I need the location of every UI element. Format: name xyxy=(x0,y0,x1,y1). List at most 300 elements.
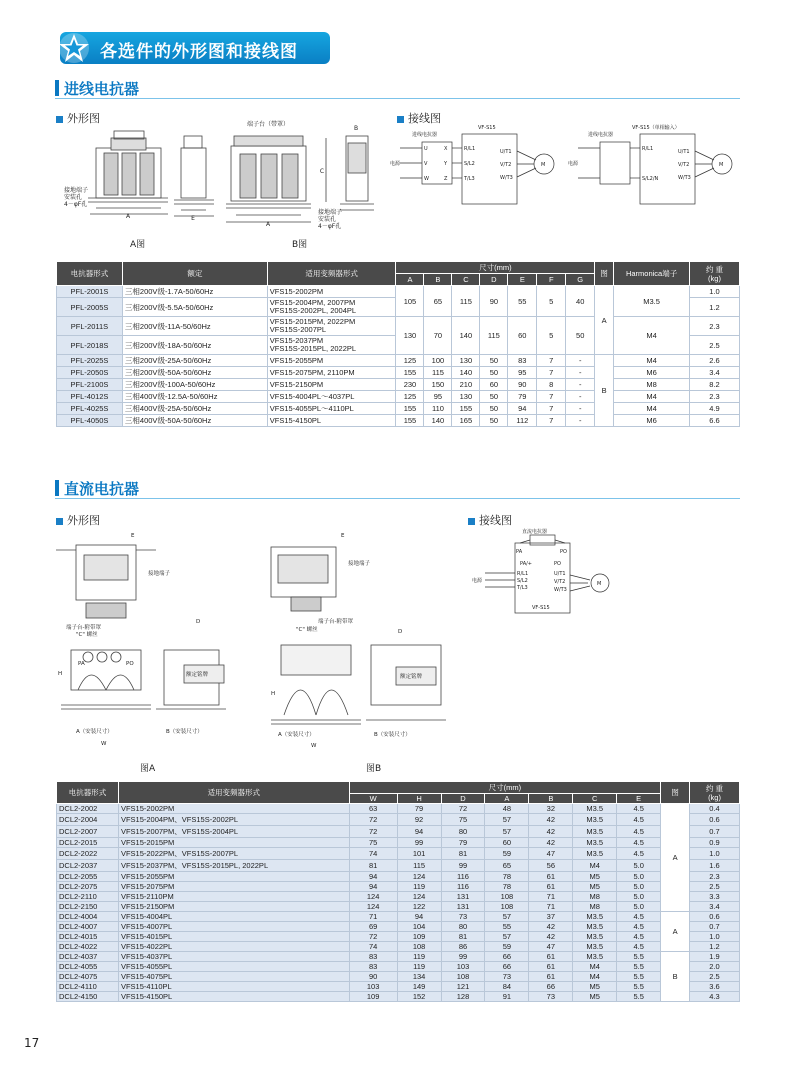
dim-cell: 71 xyxy=(349,912,397,922)
dim-cell: 5.0 xyxy=(617,860,661,872)
inverter-cell: VFS15-2015PM, 2022PM VFS15S-2007PL xyxy=(267,317,396,336)
dim-label: B xyxy=(353,125,359,132)
dim-cell: 71 xyxy=(529,892,573,902)
page-number: 17 xyxy=(24,1036,40,1050)
dim-cell: 72 xyxy=(349,826,397,838)
dim-cell: 66 xyxy=(485,952,529,962)
motor-label: M xyxy=(597,581,602,587)
model-cell: DCL2-2022 xyxy=(57,848,119,860)
dim-cell: 59 xyxy=(485,942,529,952)
inverter-cell: VFS15-2007PM、VFS15S-2004PL xyxy=(118,826,349,838)
ac-reactor-wiring-diagram xyxy=(390,118,740,218)
dim-cell: - xyxy=(566,379,595,391)
dim-cell: 83 xyxy=(349,952,397,962)
dim-cell: M3.5 xyxy=(573,826,617,838)
dim-cell: 124 xyxy=(397,892,441,902)
col-header: 图 xyxy=(595,262,614,286)
dim-cell: 65 xyxy=(424,286,452,317)
dim-label: A xyxy=(265,221,271,228)
terminal-u1: U/T1 xyxy=(500,149,512,155)
terminal-v2: V/T2 xyxy=(500,162,512,168)
dim-cell: 108 xyxy=(441,972,485,982)
inverter-cell: VFS15-2022PM、VFS15S-2007PL xyxy=(118,848,349,860)
dim-cell: M5 xyxy=(573,982,617,992)
dim-header: E xyxy=(508,274,537,286)
dim-cell: 5 xyxy=(537,286,566,317)
dim-cell: 101 xyxy=(397,848,441,860)
dim-cell: 99 xyxy=(441,860,485,872)
weight-cell: 2.5 xyxy=(690,882,740,892)
table-row xyxy=(57,403,740,415)
table-row xyxy=(57,882,740,892)
model-cell: DCL2-2002 xyxy=(57,804,119,814)
dim-cell: 47 xyxy=(529,942,573,952)
dim-cell: 57 xyxy=(485,826,529,838)
dim-cell: 66 xyxy=(529,982,573,992)
model-cell: DCL2-2004 xyxy=(57,814,119,826)
terminal-w3: W/T3 xyxy=(678,175,691,181)
col-header: 尺寸(mm) xyxy=(349,782,660,794)
weight-cell: 1.6 xyxy=(690,860,740,872)
terminal-t: T/L3 xyxy=(517,585,528,591)
dim-cell: 124 xyxy=(397,872,441,882)
dim-cell: 94 xyxy=(349,882,397,892)
terminal-cell: M8 xyxy=(614,379,690,391)
table-row xyxy=(57,826,740,838)
rating-cell: 三相200V级-1.7A-50/60Hz xyxy=(122,286,267,298)
dim-cell: 5.5 xyxy=(617,982,661,992)
dim-header: C xyxy=(452,274,480,286)
dim-cell: 42 xyxy=(529,838,573,848)
motor-label: M xyxy=(541,162,546,168)
table-row xyxy=(57,391,740,403)
dim-cell: 70 xyxy=(424,317,452,355)
terminal-pa: PA xyxy=(516,549,523,555)
dim-cell: 210 xyxy=(452,379,480,391)
power-label: 电源 xyxy=(390,161,401,167)
dim-label: E xyxy=(191,215,195,222)
dim-cell: 110 xyxy=(424,403,452,415)
model-cell: DCL2-4055 xyxy=(57,962,119,972)
dim-cell: 119 xyxy=(397,962,441,972)
dim-cell: 140 xyxy=(424,415,452,427)
weight-cell: 4.3 xyxy=(690,992,740,1002)
dim-d: D xyxy=(196,619,201,625)
inverter-cell: VFS15-4110PL xyxy=(118,982,349,992)
dim-cell: 150 xyxy=(424,379,452,391)
mount-hole-label: 安装孔 xyxy=(64,194,83,201)
section-title-ac-reactor: 进线电抗器 xyxy=(64,80,140,98)
dim-cell: - xyxy=(566,391,595,403)
terminal-r: R/L1 xyxy=(642,146,654,152)
weight-cell: 0.6 xyxy=(690,912,740,922)
rating-cell: 三相200V级-11A-50/60Hz xyxy=(122,317,267,336)
weight-cell: 3.3 xyxy=(690,892,740,902)
inverter-cell: VFS15-4004PL xyxy=(118,912,349,922)
dim-cell: 116 xyxy=(441,872,485,882)
figure-caption-a: A图 xyxy=(130,240,146,250)
figure-caption-b: 图B xyxy=(366,764,382,774)
mount-a-label: A（安装尺寸） xyxy=(278,732,315,738)
dim-cell: 47 xyxy=(529,848,573,860)
dim-cell: 130 xyxy=(452,391,480,403)
c-screw-label: "C" 螺丝 xyxy=(76,632,98,638)
weight-cell: 3.4 xyxy=(690,902,740,912)
dim-cell: 94 xyxy=(397,912,441,922)
terminal-v2: V/T2 xyxy=(678,162,690,168)
dim-cell: 130 xyxy=(452,355,480,367)
weight-cell: 2.5 xyxy=(690,336,740,355)
terminal-s: S/L2 xyxy=(464,161,475,167)
dim-header: D xyxy=(480,274,508,286)
dim-cell: M3.5 xyxy=(573,814,617,826)
weight-cell: 2.5 xyxy=(690,972,740,982)
dim-cell: 7 xyxy=(537,415,566,427)
dim-header: A xyxy=(396,274,424,286)
dim-header: G xyxy=(566,274,595,286)
dim-header: H xyxy=(397,794,441,804)
dc-reactor-table xyxy=(56,781,740,1002)
table-row xyxy=(57,860,740,872)
inverter-cell: VFS15-2055PM xyxy=(118,872,349,882)
inverter-cell: VFS15-2002PM xyxy=(267,286,396,298)
figure-caption-a: 图A xyxy=(140,764,156,774)
model-cell: DCL2-2110 xyxy=(57,892,119,902)
terminal-u1: U/T1 xyxy=(678,149,690,155)
dim-cell: 84 xyxy=(485,982,529,992)
model-cell: DCL2-4037 xyxy=(57,952,119,962)
dim-cell: M4 xyxy=(573,972,617,982)
dim-cell: 57 xyxy=(485,932,529,942)
dim-cell: 5 xyxy=(537,317,566,355)
dim-cell: 155 xyxy=(396,367,424,379)
dim-cell: 115 xyxy=(397,860,441,872)
dim-label: A xyxy=(125,213,131,220)
dim-cell: 61 xyxy=(529,952,573,962)
dim-cell: 81 xyxy=(441,848,485,860)
weight-cell: 2.6 xyxy=(690,355,740,367)
dim-cell: 78 xyxy=(485,872,529,882)
dim-cell: M3.5 xyxy=(573,804,617,814)
weight-cell: 4.9 xyxy=(690,403,740,415)
col-header: 适用变频器形式 xyxy=(267,262,396,286)
rating-cell: 三相200V级-25A-50/60Hz xyxy=(122,355,267,367)
dim-cell: 125 xyxy=(396,391,424,403)
dim-cell: 155 xyxy=(396,415,424,427)
dim-cell: 115 xyxy=(452,286,480,317)
outline-label: 外形图 xyxy=(56,110,100,126)
square-bullet-icon xyxy=(468,518,475,525)
table-row xyxy=(57,922,740,932)
dim-cell: 79 xyxy=(397,804,441,814)
ground-terminal-label: 接地端子 xyxy=(148,571,171,577)
model-cell: DCL2-4022 xyxy=(57,942,119,952)
terminal-po: PO xyxy=(554,561,561,567)
model-cell: PFL-2050S xyxy=(57,367,123,379)
terminal-r: R/L1 xyxy=(464,146,476,152)
dim-cell: 37 xyxy=(529,912,573,922)
terminal-u: U xyxy=(424,146,428,152)
dim-cell: M3.5 xyxy=(573,848,617,860)
dim-cell: 72 xyxy=(349,932,397,942)
dim-cell: 165 xyxy=(452,415,480,427)
dim-header: B xyxy=(529,794,573,804)
figure-cell: A xyxy=(595,286,614,355)
dim-cell: 74 xyxy=(349,848,397,860)
terminal-cover-label: 端子台-附带罩 xyxy=(66,625,101,631)
dim-d: D xyxy=(398,629,403,635)
ac-reactor-table xyxy=(56,261,740,427)
weight-cell: 0.7 xyxy=(690,922,740,932)
dim-cell: 60 xyxy=(508,317,537,355)
dim-cell: 7 xyxy=(537,403,566,415)
dim-cell: 4.5 xyxy=(617,838,661,848)
inverter-cell: VFS15-2055PM xyxy=(267,355,396,367)
dim-cell: 4.5 xyxy=(617,804,661,814)
dim-cell: 140 xyxy=(452,367,480,379)
model-cell: PFL-2011S xyxy=(57,317,123,336)
dim-cell: 73 xyxy=(441,912,485,922)
inverter-cell: VFS15-4075PL xyxy=(118,972,349,982)
inverter-cell: VFS15-4037PL xyxy=(118,952,349,962)
rating-plate-label: 额定铭牌 xyxy=(186,672,209,678)
mount-b-label: B（安装尺寸） xyxy=(374,732,411,738)
dim-cell: 109 xyxy=(397,932,441,942)
dim-cell: 122 xyxy=(397,902,441,912)
dim-cell: 121 xyxy=(441,982,485,992)
dim-cell: - xyxy=(566,403,595,415)
terminal-cell: M4 xyxy=(614,403,690,415)
terminal-w3: W/T3 xyxy=(554,587,567,593)
dim-cell: 79 xyxy=(508,391,537,403)
terminal-cell: M4 xyxy=(614,355,690,367)
dim-cell: 73 xyxy=(485,972,529,982)
col-header: 图 xyxy=(661,782,690,804)
dim-cell: 50 xyxy=(480,367,508,379)
dim-cell: 5.0 xyxy=(617,892,661,902)
ground-terminal-label: 接地端子 xyxy=(318,209,343,216)
inverter-label: VF-S15 xyxy=(532,605,550,611)
c-screw-label: "C" 螺丝 xyxy=(296,627,318,633)
dim-cell: 32 xyxy=(529,804,573,814)
dim-cell: M3.5 xyxy=(573,932,617,942)
dim-h: H xyxy=(58,671,63,677)
inverter-single-label: VF-S15（单相输入） xyxy=(632,125,680,131)
dim-cell: 7 xyxy=(537,391,566,403)
table-row xyxy=(57,872,740,882)
dim-cell: 5.5 xyxy=(617,992,661,1002)
inverter-cell: VFS15-4055PL～4110PL xyxy=(267,403,396,415)
dim-cell: 5.0 xyxy=(617,882,661,892)
terminal-cell: M6 xyxy=(614,367,690,379)
dim-cell: 74 xyxy=(349,942,397,952)
dim-cell: 90 xyxy=(349,972,397,982)
weight-cell: 2.3 xyxy=(690,317,740,336)
dim-cell: M8 xyxy=(573,892,617,902)
dim-cell: M3.5 xyxy=(573,942,617,952)
rating-cell: 三相200V级-50A-50/60Hz xyxy=(122,367,267,379)
table-row xyxy=(57,379,740,391)
dim-cell: 130 xyxy=(396,317,424,355)
dim-header: E xyxy=(617,794,661,804)
dim-cell: 108 xyxy=(485,902,529,912)
figure-cell: A xyxy=(661,912,690,952)
mount-a-label: A（安装尺寸） xyxy=(76,729,113,735)
table-row xyxy=(57,892,740,902)
table-row xyxy=(57,962,740,972)
dc-reactor-wiring-diagram xyxy=(470,525,640,625)
dim-cell: 5.5 xyxy=(617,972,661,982)
terminal-pa: PA xyxy=(78,661,85,667)
section-rule xyxy=(55,498,740,499)
col-header: 约 重 (kg) xyxy=(690,782,740,804)
dim-cell: 50 xyxy=(480,415,508,427)
dim-cell: 71 xyxy=(529,902,573,912)
rating-cell: 三相400V级-12.5A-50/60Hz xyxy=(122,391,267,403)
weight-cell: 2.3 xyxy=(690,391,740,403)
dim-cell: 119 xyxy=(397,882,441,892)
terminal-u1: U/T1 xyxy=(554,571,566,577)
dim-cell: 99 xyxy=(397,838,441,848)
model-cell: DCL2-4007 xyxy=(57,922,119,932)
terminal-x: X xyxy=(444,146,448,152)
dim-cell: M3.5 xyxy=(573,922,617,932)
dim-cell: 94 xyxy=(349,872,397,882)
dim-cell: 131 xyxy=(441,902,485,912)
inverter-label: VF-S15 xyxy=(478,125,496,131)
rating-plate-label: 额定铭牌 xyxy=(400,674,423,680)
dim-h: H xyxy=(271,691,276,697)
dim-cell: 7 xyxy=(537,355,566,367)
dim-cell: 5.5 xyxy=(617,952,661,962)
model-cell: PFL-2100S xyxy=(57,379,123,391)
inverter-cell: VFS15-2015PM xyxy=(118,838,349,848)
motor-label: M xyxy=(719,162,724,168)
power-label: 电源 xyxy=(472,578,483,584)
table-row xyxy=(57,952,740,962)
table-row xyxy=(57,912,740,922)
inverter-cell: VFS15-2150PM xyxy=(118,902,349,912)
dim-cell: 95 xyxy=(508,367,537,379)
dim-cell: 60 xyxy=(485,838,529,848)
dim-cell: 105 xyxy=(396,286,424,317)
dim-header: D xyxy=(441,794,485,804)
dim-cell: 61 xyxy=(529,882,573,892)
table-row xyxy=(57,942,740,952)
terminal-sn: S/L2/N xyxy=(642,176,659,182)
model-cell: DCL2-4015 xyxy=(57,932,119,942)
inverter-cell: VFS15-4055PL xyxy=(118,962,349,972)
dim-cell: 42 xyxy=(529,932,573,942)
col-header: 适用变频器形式 xyxy=(118,782,349,804)
dim-cell: M4 xyxy=(573,962,617,972)
dim-cell: 4.5 xyxy=(617,932,661,942)
weight-cell: 1.0 xyxy=(690,932,740,942)
dim-cell: 152 xyxy=(397,992,441,1002)
dim-cell: 80 xyxy=(441,826,485,838)
dim-cell: 103 xyxy=(441,962,485,972)
weight-cell: 2.0 xyxy=(690,962,740,972)
rating-cell: 三相200V级-5.5A-50/60Hz xyxy=(122,298,267,317)
figure-cell: A xyxy=(661,804,690,912)
model-cell: DCL2-2007 xyxy=(57,826,119,838)
dim-cell: 55 xyxy=(485,922,529,932)
dim-cell: 42 xyxy=(529,814,573,826)
section-rule xyxy=(55,98,740,99)
dim-cell: - xyxy=(566,355,595,367)
dim-cell: 99 xyxy=(441,952,485,962)
col-header: 额定 xyxy=(122,262,267,286)
dim-cell: 155 xyxy=(452,403,480,415)
table-row xyxy=(57,367,740,379)
rating-cell: 三相200V级-100A-50/60Hz xyxy=(122,379,267,391)
dim-header: F xyxy=(537,274,566,286)
section-title-dc-reactor: 直流电抗器 xyxy=(64,480,140,498)
wiring-label: 接线图 xyxy=(397,110,441,126)
inverter-cell: VFS15-2037PM VFS15S-2015PL, 2022PL xyxy=(267,336,396,355)
inverter-cell: VFS15-4150PL xyxy=(267,415,396,427)
dim-cell: 131 xyxy=(441,892,485,902)
dim-cell: 65 xyxy=(485,860,529,872)
model-cell: DCL2-4150 xyxy=(57,992,119,1002)
terminal-v2: V/T2 xyxy=(554,579,566,585)
dim-cell: 50 xyxy=(480,403,508,415)
weight-cell: 1.2 xyxy=(690,298,740,317)
dim-cell: 72 xyxy=(441,804,485,814)
dim-cell: 140 xyxy=(452,317,480,355)
outline-label: 外形图 xyxy=(56,512,100,528)
inverter-cell: VFS15-2037PM、VFS15S-2015PL, 2022PL xyxy=(118,860,349,872)
dim-cell: 40 xyxy=(566,286,595,317)
table-row xyxy=(57,838,740,848)
dim-cell: 75 xyxy=(441,814,485,826)
dim-cell: 63 xyxy=(349,804,397,814)
dim-cell: 108 xyxy=(397,942,441,952)
dim-cell: 149 xyxy=(397,982,441,992)
dim-cell: 94 xyxy=(508,403,537,415)
model-cell: PFL-2001S xyxy=(57,286,123,298)
dim-header: W xyxy=(349,794,397,804)
inverter-cell: VFS15-4004PL～4037PL xyxy=(267,391,396,403)
dim-cell: - xyxy=(566,367,595,379)
dc-reactor-outline-drawing xyxy=(56,525,456,750)
dim-cell: 103 xyxy=(349,982,397,992)
table-row xyxy=(57,992,740,1002)
dim-cell: 94 xyxy=(397,826,441,838)
square-bullet-icon xyxy=(56,518,63,525)
weight-cell: 0.7 xyxy=(690,826,740,838)
figure-cell: B xyxy=(661,952,690,1002)
terminal-t: T/L3 xyxy=(464,176,475,182)
dim-cell: 42 xyxy=(529,826,573,838)
inverter-cell: VFS15-4015PL xyxy=(118,932,349,942)
figure-cell: B xyxy=(595,355,614,427)
weight-cell: 0.4 xyxy=(690,804,740,814)
col-header: 约 重 (kg) xyxy=(690,262,740,286)
dim-cell: M5 xyxy=(573,992,617,1002)
inverter-cell: VFS15-2150PM xyxy=(267,379,396,391)
dim-cell: 5.0 xyxy=(617,902,661,912)
terminal-y: Y xyxy=(444,161,448,167)
dim-cell: 48 xyxy=(485,804,529,814)
terminal-cell: M4 xyxy=(614,391,690,403)
terminal-cover-label: 端子台-附带罩 xyxy=(318,619,353,625)
weight-cell: 8.2 xyxy=(690,379,740,391)
dim-cell: 115 xyxy=(480,317,508,355)
mount-hole-label: 安装孔 xyxy=(318,216,337,223)
page-header xyxy=(60,32,330,64)
dim-label: C xyxy=(319,168,325,175)
